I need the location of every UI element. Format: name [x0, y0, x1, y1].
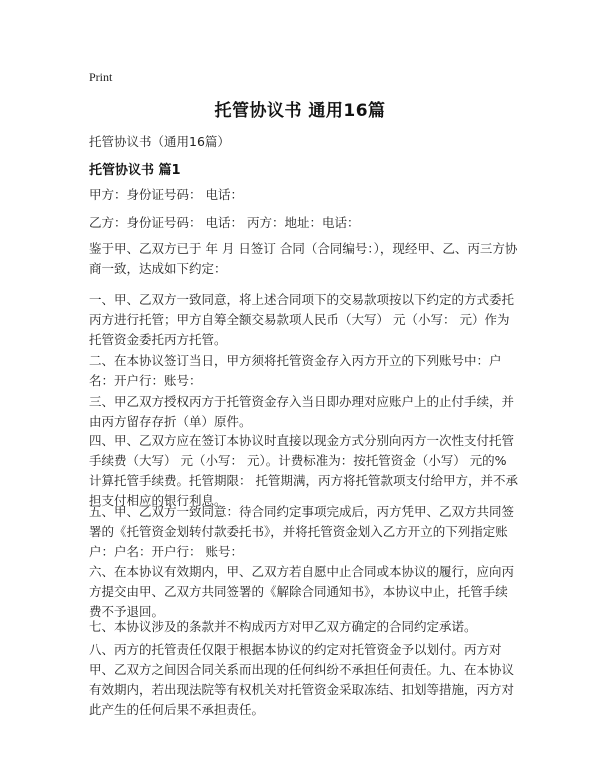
page-title: 托管协议书 通用16篇 — [214, 101, 386, 121]
paragraph-clause-1: 一、甲、乙双方一致同意，将上述合同项下的交易款项按以下约定的方式委托丙方进行托管；甲方自筹全额交易款项人民币（大写） 元（小写： 元）作为托管资金委托丙方托管。 — [89, 292, 515, 347]
paragraph-clause-6: 六、在本协议有效期内，甲、乙双方若自愿中止合同或本协议的履行，应向丙方提交由甲、乙双方共同签署的《解除合同通知书》，本协议中止，托管手续费不予退回。 — [89, 564, 515, 619]
paragraph-party-b-c: 乙方：身份证号码： 电话： 丙方：地址：电话： — [89, 215, 360, 230]
document-subtitle: 托管协议书（通用16篇） — [89, 134, 230, 149]
print-label[interactable]: Print — [89, 70, 113, 84]
paragraph-clause-2: 二、在本协议签订当日，甲方须将托管资金存入丙方开立的下列账号中：户名：开户行：账号： — [89, 353, 502, 388]
paragraph-clause-4: 四、甲、乙双方应在签订本协议时直接以现金方式分别向丙方一次性支付托管手续费（大写） 元（小写： 元）。计费标准为：按托管资金（小写） 元的%计算托管手续费。托管期限： 托管期满，丙方将托管款项支付给甲方，并不承担支付相应的银行利息。 — [89, 433, 518, 508]
paragraph-clause-5: 五、甲、乙双方一致同意：待合同约定事项完成后，丙方凭甲、乙双方共同签署的《托管资金划转付款委托书》，并将托管资金划入乙方开立的下列指定账户：户名：开户行： 账号： — [89, 504, 515, 559]
paragraph-party-a: 甲方：身份证号码： 电话： — [89, 187, 243, 202]
paragraph-clause-7: 七、本协议涉及的条款并不构成丙方对甲乙双方确定的合同约定承诺。 — [89, 619, 477, 634]
paragraph-preamble: 鉴于甲、乙双方已于 年 月 日签订 合同（合同编号：），现经甲、乙、丙三方协商一致，达成如下约定： — [89, 241, 518, 276]
section-heading: 托管协议书 篇1 — [89, 163, 181, 178]
paragraph-clause-3: 三、甲乙双方授权丙方于托管资金存入当日即办理对应账户上的止付手续，并由丙方留存存折（单）原件。 — [89, 394, 515, 429]
paragraph-clause-8-9: 八、丙方的托管责任仅限于根据本协议的约定对托管资金予以划付。丙方对甲、乙双方之间因合同关系而出现的任何纠纷不承担任何责任。九、在本协议有效期内，若出现法院等有权机关对托管资金采取冻结、扣划等措施，丙方对此产生的任何后果不承担责任。 — [89, 642, 515, 717]
